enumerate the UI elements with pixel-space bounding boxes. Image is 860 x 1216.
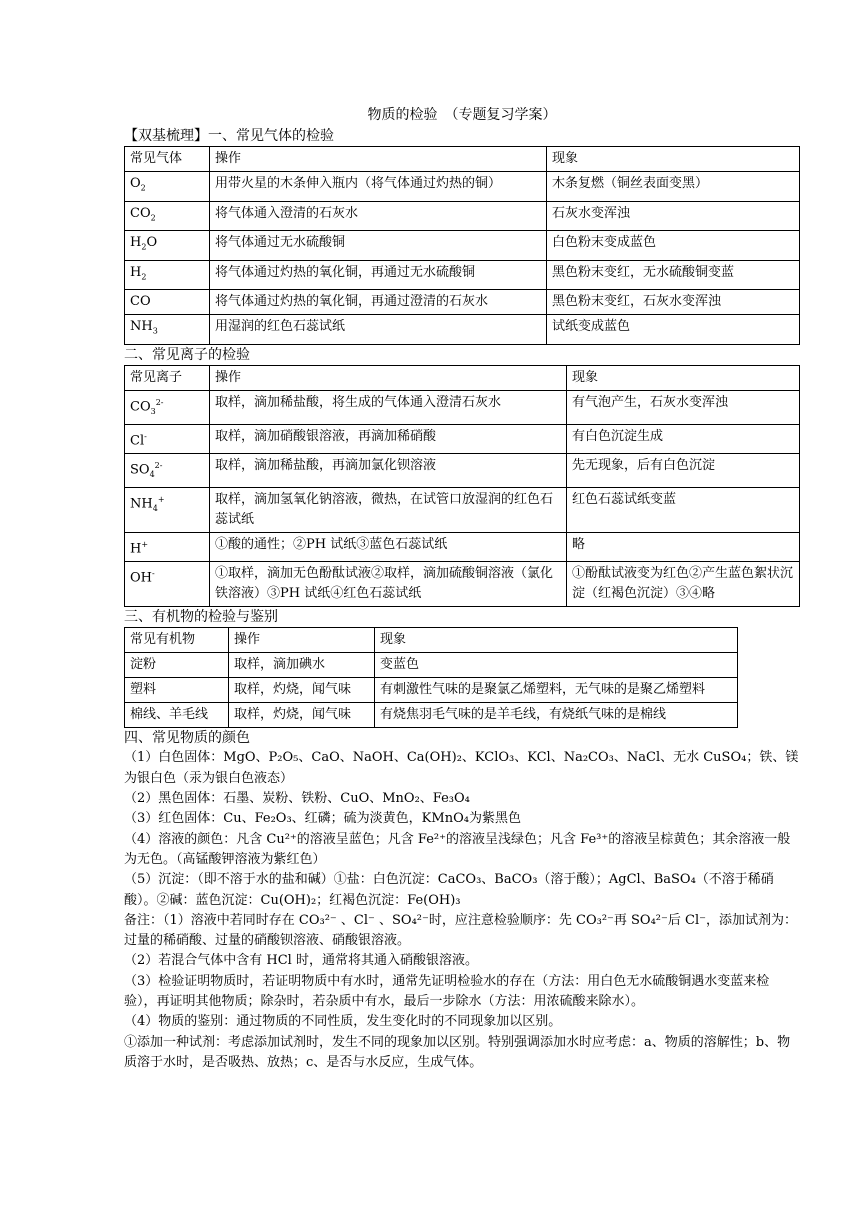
phenomenon-cell: 石灰水变浑浊 xyxy=(547,201,800,231)
document-title: 物质的检验 （专题复习学案） xyxy=(367,107,557,123)
document-page xyxy=(124,104,800,1073)
section-heading-ions: 二、常见离子的检验 xyxy=(124,346,250,363)
ion-test-table xyxy=(124,365,800,608)
paragraph-red-solids: （3）红色固体：Cu、Fe₂O₃、红磷；硫为淡黄色，KMnO₄为紫黑色 xyxy=(124,811,521,827)
table-header-row xyxy=(125,365,800,390)
paragraph-precipitates: （5）沉淀：（即不溶于水的盐和碱）①盐：白色沉淀：CaCO₃、BaCO₃（溶于酸）；AgCl、BaSO₄（不溶于稀硝酸）。②碱：蓝色沉淀：Cu(OH)₂；红褐色沉淀：Fe(OH)₃ xyxy=(124,872,774,908)
operation-cell: 取样，滴加稀盐酸，再滴加氯化钡溶液 xyxy=(210,454,567,488)
phenomenon-cell: 木条复燃（铜丝表面变黑） xyxy=(547,172,800,202)
table-row xyxy=(125,703,738,728)
paragraph-note-5: ①添加一种试剂：考虑添加试剂时，发生不同的现象加以区别。特别强调添加水时应考虑：a、物质的溶解性；b、物质溶于水时，是否吸热、放热；c、是否与水反应，生成气体。 xyxy=(124,1034,791,1070)
gas-test-table xyxy=(124,146,800,345)
phenomenon-cell: 黑色粉末变红，石灰水变浑浊 xyxy=(547,290,800,315)
operation-cell: 将气体通过无水硫酸铜 xyxy=(210,231,547,261)
paragraph-note-4: （4）物质的鉴别：通过物质的不同性质，发生变化时的不同现象加以区别。 xyxy=(124,1014,562,1030)
header-cell: 操作 xyxy=(210,147,547,172)
table-row xyxy=(125,678,738,703)
table-header-row xyxy=(125,147,800,172)
paragraph-note-3: （3）检验证明物质时，若证明物质中有水时，通常先证明检验水的存在（方法：用白色无水硫酸铜遇水变蓝来检验），再证明其他物质；除杂时，若杂质中有水，最后一步除水（方法：用浓硫酸来除水）。 xyxy=(124,973,770,1010)
table-row xyxy=(125,260,800,290)
table-row xyxy=(125,488,800,533)
organic-test-table xyxy=(124,627,738,728)
ion-name: OH- xyxy=(125,562,210,607)
phenomenon-cell: 试纸变成蓝色 xyxy=(547,315,800,345)
phenomenon-cell: 变蓝色 xyxy=(375,653,738,678)
paragraph-black-solids: （2）黑色固体：石墨、炭粉、铁粉、CuO、MnO₂、Fe₃O₄ xyxy=(124,791,470,807)
table-row xyxy=(125,653,738,678)
gas-name: $H_2O$ xyxy=(125,231,210,261)
ion-name: $SO_4^{2-}$ xyxy=(125,454,210,488)
ion-name: Cl- xyxy=(125,424,210,453)
phenomenon-cell: 有白色沉淀生成 xyxy=(567,424,800,453)
organic-name: 淀粉 xyxy=(125,653,229,678)
gas-name: CO xyxy=(125,290,210,315)
phenomenon-cell: 黑色粉末变红，无水硫酸铜变蓝 xyxy=(547,260,800,290)
paragraph-white-solids: （1）白色固体：MgO、P₂O₅、CaO、NaOH、Ca(OH)₂、KClO₃、KCl、Na₂CO₃、NaCl、无水 CuSO₄；铁、镁为银白色（汞为银白色液态） xyxy=(124,750,799,786)
table-row xyxy=(125,172,800,202)
operation-cell: 将气体通过灼热的氧化铜，再通过澄清的石灰水 xyxy=(210,290,547,315)
operation-cell: 取样，灼烧，闻气味 xyxy=(229,678,375,703)
phenomenon-cell: 先无现象，后有白色沉淀 xyxy=(567,454,800,488)
phenomenon-cell: 白色粉末变成蓝色 xyxy=(547,231,800,261)
operation-cell: 取样，滴加氢氧化钠溶液，微热，在试管口放湿润的红色石蕊试纸 xyxy=(210,488,567,533)
header-cell: 现象 xyxy=(547,147,800,172)
table-row xyxy=(125,315,800,345)
header-cell: 常见有机物 xyxy=(125,628,229,653)
table-row xyxy=(125,454,800,488)
operation-cell: 取样，滴加碘水 xyxy=(229,653,375,678)
table-header-row xyxy=(125,628,738,653)
operation-cell: 用湿润的红色石蕊试纸 xyxy=(210,315,547,345)
phenomenon-cell: 有气泡产生，石灰水变浑浊 xyxy=(567,390,800,424)
table-row xyxy=(125,290,800,315)
organic-name: 塑料 xyxy=(125,678,229,703)
paragraph-note-2: （2）若混合气体中含有 HCl 时，通常将其通入硝酸银溶液。 xyxy=(124,953,478,969)
table-row xyxy=(125,201,800,231)
header-cell: 操作 xyxy=(229,628,375,653)
section-heading-gases: 【双基梳理】一、常见气体的检验 xyxy=(124,128,334,144)
operation-cell: ①取样，滴加无色酚酞试液②取样，滴加硫酸铜溶液（氯化铁溶液）③PH 试纸④红色石蕊试纸 xyxy=(210,562,567,607)
operation-cell: 将气体通入澄清的石灰水 xyxy=(210,201,547,231)
operation-cell: 取样，滴加稀盐酸，将生成的气体通入澄清石灰水 xyxy=(210,390,567,424)
table-row xyxy=(125,533,800,562)
section-heading-colors: 四、常见物质的颜色 xyxy=(124,730,250,747)
header-cell: 常见气体 xyxy=(125,147,210,172)
gas-name: $CO_2$ xyxy=(125,201,210,231)
header-cell: 现象 xyxy=(567,365,800,390)
phenomenon-cell: 有刺激性气味的是聚氯乙烯塑料，无气味的是聚乙烯塑料 xyxy=(375,678,738,703)
phenomenon-cell: 红色石蕊试纸变蓝 xyxy=(567,488,800,533)
ion-name: $NH_4^+$ xyxy=(125,488,210,533)
ion-name: $CO_3^{2-}$ xyxy=(125,390,210,424)
phenomenon-cell: 有烧焦羽毛气味的是羊毛线，有烧纸气味的是棉线 xyxy=(375,703,738,728)
operation-cell: ①酸的通性；②PH 试纸③蓝色石蕊试纸 xyxy=(210,533,567,562)
table-row xyxy=(125,562,800,607)
header-cell: 操作 xyxy=(210,365,567,390)
operation-cell: 用带火星的木条伸入瓶内（将气体通过灼热的铜） xyxy=(210,172,547,202)
operation-cell: 取样，灼烧，闻气味 xyxy=(229,703,375,728)
header-cell: 常见离子 xyxy=(125,365,210,390)
section-heading-organics: 三、有机物的检验与鉴别 xyxy=(124,609,278,626)
ion-name: H+ xyxy=(125,533,210,562)
header-cell: 现象 xyxy=(375,628,738,653)
table-row xyxy=(125,424,800,453)
phenomenon-cell: 略 xyxy=(567,533,800,562)
table-row xyxy=(125,231,800,261)
operation-cell: 将气体通过灼热的氧化铜，再通过无水硫酸铜 xyxy=(210,260,547,290)
gas-name: $O_2$ xyxy=(125,172,210,202)
paragraph-note-1: 备注：（1）溶液中若同时存在 CO₃²⁻ 、Cl⁻ 、SO₄²⁻时，应注意检验顺序：先 CO₃²⁻再 SO₄²⁻后 Cl⁻，添加试剂为：过量的稀硝酸、过量的硝酸钡溶液、硝酸银溶液。 xyxy=(124,912,797,949)
phenomenon-cell: ①酚酞试液变为红色②产生蓝色絮状沉淀（红褐色沉淀）③④略 xyxy=(567,562,800,607)
organic-name: 棉线、羊毛线 xyxy=(125,703,229,728)
gas-name: $NH_3$ xyxy=(125,315,210,345)
operation-cell: 取样，滴加硝酸银溶液，再滴加稀硝酸 xyxy=(210,424,567,453)
paragraph-solution-colors: （4）溶液的颜色：凡含 Cu²⁺的溶液呈蓝色；凡含 Fe²⁺的溶液呈浅绿色；凡含 Fe³⁺的溶液呈棕黄色；其余溶液一般为无色。（高锰酸钾溶液为紫红色） xyxy=(124,831,791,867)
table-row xyxy=(125,390,800,424)
gas-name: $H_2$ xyxy=(125,260,210,290)
